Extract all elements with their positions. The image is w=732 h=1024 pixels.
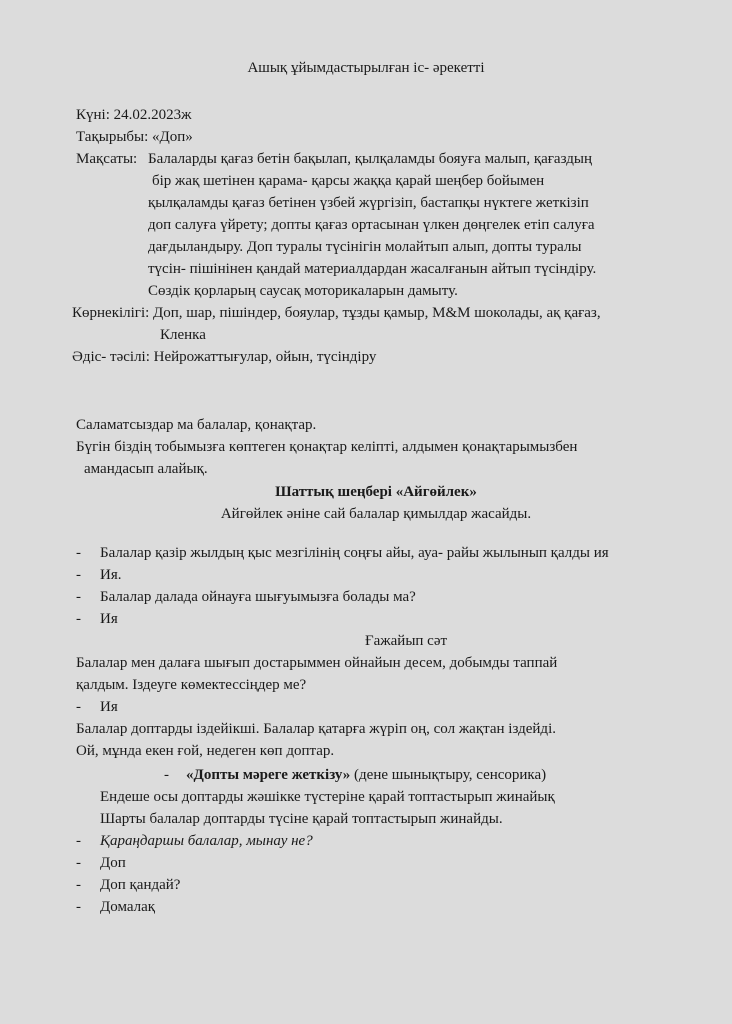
circle-description: Айгөйлек әніне сай балалар қимылдар жасайды. [220,506,532,522]
aims-label: Мақсаты: [76,151,138,167]
visuals-line: Көрнекілігі: Доп, шар, пішіндер, бояулар, тұзды қамыр, M&M шоколады, ақ қағаз, [72,305,601,321]
dialog-line: Балалар қазір жылдың қыс мезгілінің соңғы айы, ауа- райы жылынып қалды ия [100,545,609,561]
dialog-line: Балалар далада ойнауға шығуымызға болады ма? [100,589,416,605]
dialog-line: Домалақ [100,899,156,915]
aims-line: дағдыландыру. Доп туралы түсінігін молайтып алып, допты туралы [148,239,582,255]
aims-line: Сөздік қорларың саусақ моторикаларын дамыту. [148,283,458,299]
today-line: Бүгін біздің тобымызға көптеген қонақтар келіпті, алдымен қонақтарымызбен [76,439,578,455]
dash-marker: - [76,899,81,915]
dash-marker: - [76,699,81,715]
sort-line: Шарты балалар доптарды түсіне қарай топтастырып жинайды. [100,811,503,827]
dash-marker: - [76,833,81,849]
greeting-line: Саламатсыздар ма балалар, қонақтар. [76,417,317,433]
dialog-line: Доп [100,855,126,871]
visuals-line: Кленка [160,327,206,343]
dash-marker: - [76,567,81,583]
moment-title: Ғажайып сәт [364,633,448,649]
dialog-line: Ия [100,611,118,627]
dash-marker: - [76,545,81,561]
aims-line: қылқаламды қағаз бетінен үзбей жүргізіп, бастапқы нүктеге жеткізіп [148,195,589,211]
moment-answer: Ия [100,699,118,715]
methods-line: Әдіс- тәсілі: Нейрожаттығулар, ойын, түсіндіру [72,349,377,365]
aims-line: бір жақ шетінен қарама- қарсы жаққа қарай шеңбер бойымен [152,173,545,189]
game-title: «Допты мәреге жеткізу» [186,767,351,783]
dash-marker: - [76,855,81,871]
date-line: Күні: 24.02.2023ж [76,107,192,123]
dash-marker: - [76,877,81,893]
aims-line: доп салуға үйрету; допты қағаз ортасынан үлкен дөңгелек етіп салуға [148,217,595,233]
dialog-line: Доп қандай? [100,877,181,893]
circle-title: Шаттық шеңбері «Айгөйлек» [275,484,477,500]
dash-marker: - [76,611,81,627]
game-heading [186,764,546,786]
moment-line: қалдым. Іздеуге көмектессіңдер ме? [76,677,307,693]
dash-marker: - [164,767,169,783]
search-line: Балалар доптарды іздейікші. Балалар қатарға жүріп оң, сол жақтан іздейді. [76,721,556,737]
document-title: Ашық ұйымдастырылған іс- әрекетті [247,60,485,76]
topic-line: Тақырыбы: «Доп» [76,129,193,145]
sort-line: Ендеше осы доптарды жәшікке түстеріне қарай топтастырып жинайық [100,789,555,805]
dialog-line: Қараңдаршы балалар, мынау не? [100,833,313,849]
aims-line: түсін- пішінінен қандай материалдардан жасалғанын айтып түсіндіру. [148,261,597,277]
today-line: амандасып алайық. [84,461,208,477]
moment-line: Балалар мен далаға шығып достарыммен ойнайын десем, добымды таппай [76,655,558,671]
game-note: (дене шынықтыру, сенсорика) [350,767,547,783]
dialog-line: Ия. [100,567,122,583]
aims-line: Балаларды қағаз бетін бақылап, қылқаламды бояуға малып, қағаздың [148,151,592,167]
dash-marker: - [76,589,81,605]
search-line: Ой, мұнда екен ғой, недеген көп доптар. [76,743,335,759]
